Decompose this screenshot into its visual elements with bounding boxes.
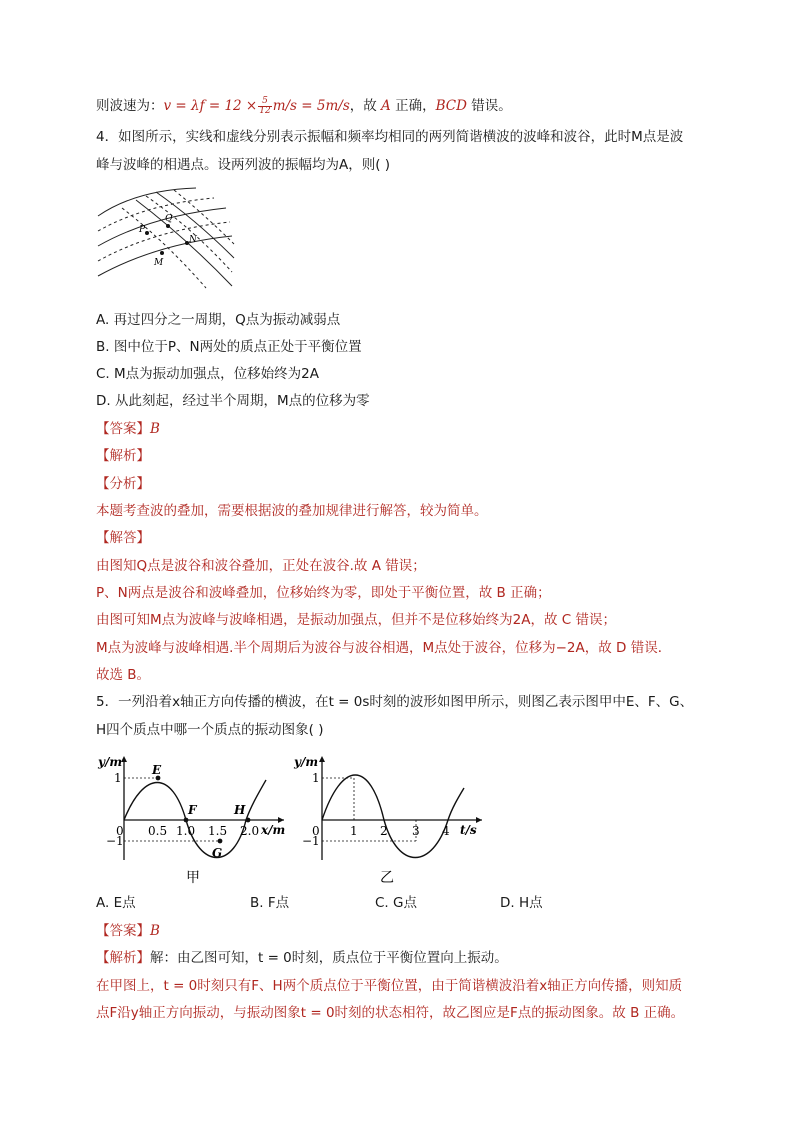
- trough-line-2: [98, 222, 230, 261]
- jia-caption: 甲: [186, 870, 200, 886]
- jia-label-h: H: [234, 803, 246, 817]
- q4-jieda-1: 由图知Q点是波谷和波谷叠加，正处在波谷.故 A 错误；: [96, 558, 426, 574]
- q4-fenxi-text: 本题考查波的叠加，需要根据波的叠加规律进行解答，较为简单。: [96, 503, 488, 519]
- q5-answer-label: 【答案】: [96, 923, 150, 939]
- q4-jieda-5: 故选 B。: [96, 667, 151, 683]
- q4-jieda-label: 【解答】: [96, 530, 150, 546]
- point-p: [145, 231, 149, 235]
- fraction-numerator: 5: [258, 97, 271, 107]
- q5-option-c: C. G点: [375, 895, 417, 911]
- q4-answer: [96, 419, 160, 439]
- q4-jieda-4: M点为波峰与波峰相遇.半个周期后为波谷与波谷相遇，M点处于波谷，位移为−2A，故 D 错误．: [96, 640, 672, 656]
- point-m: [160, 251, 164, 255]
- q4-jieda-2: P、N两点是波谷和波峰叠加，位移始终为零，即处于平衡位置，故 B 正确；: [96, 585, 551, 601]
- q5-analysis-label: 【解析】: [96, 950, 150, 966]
- jia-ytick-neg1: −1: [106, 834, 124, 848]
- yi-ytick-neg1: −1: [302, 834, 320, 848]
- q4-option-a: A. 再过四分之一周期，Q点为振动减弱点: [96, 312, 341, 328]
- q5-analysis-line-3: 点F沿y轴正方向振动，与振动图象t = 0时刻的状态相符，故乙图应是F点的振动图象。故 B 正确。: [96, 1005, 685, 1021]
- yi-vibration-curve: [322, 775, 464, 858]
- yi-ytick-0: 0: [312, 824, 320, 838]
- label-q: Q: [165, 214, 173, 224]
- q4-wave-figure: [96, 186, 236, 290]
- jia-point-h: [246, 818, 251, 823]
- prev-answer-options-bcd: BCD: [435, 98, 467, 114]
- prev-answer-option-a: A: [381, 98, 391, 114]
- crest-line-2: [98, 208, 226, 246]
- formula-part-b: m/s = 5m/s: [272, 98, 350, 114]
- jia-xtick-1-0: 1.0: [176, 824, 196, 838]
- jia-label-e: E: [152, 763, 162, 777]
- jia-ytick-1: 1: [114, 771, 122, 785]
- answer-value: B: [150, 421, 160, 437]
- jia-ylabel: y/m: [98, 755, 123, 769]
- formula-part-a: v = λf = 12 ×: [163, 98, 258, 114]
- fraction: [258, 97, 271, 116]
- label-m: M: [154, 258, 164, 268]
- q4-option-d: D. 从此刻起，经过半个周期，M点的位移为零: [96, 393, 370, 409]
- q5-analysis-line-2: 在甲图上，t = 0时刻只有F、H两个质点位于平衡位置，由于简谐横波沿着x轴正方向传播，则知质: [96, 978, 683, 994]
- q5-figure-jia: [96, 750, 296, 888]
- answer-label: 【答案】: [96, 421, 150, 437]
- yi-xlabel: t/s: [460, 823, 477, 837]
- crest-line-3: [98, 236, 232, 276]
- prev-answer-tail-a: ，故: [349, 98, 382, 114]
- q5-option-d: D. H点: [500, 895, 543, 911]
- jia-ytick-0: 0: [116, 824, 124, 838]
- q5-answer: [96, 921, 160, 941]
- jia-label-f: F: [188, 803, 197, 817]
- q4-option-b: B. 图中位于P、N两处的质点正处于平衡位置: [96, 339, 362, 355]
- q4-jieda-3: 由图可知M点为波峰与波峰相遇，是振动加强点，但并不是位移始终为2A，故 C 错误；: [96, 612, 616, 628]
- crest-line-1: [98, 188, 196, 216]
- prev-answer-lead: 则波速为：: [96, 98, 164, 114]
- q5-analysis-text-1: 解：由乙图可知，t = 0时刻，质点位于平衡位置向上振动。: [150, 950, 508, 966]
- yi-xtick-3: 3: [412, 824, 420, 838]
- q5-option-a: A. E点: [96, 895, 136, 911]
- yi-ytick-1: 1: [312, 771, 320, 785]
- fraction-denominator: 12: [259, 105, 271, 116]
- yi-xtick-4: 4: [442, 824, 450, 838]
- prev-answer-tail-c: 正确，: [390, 98, 436, 114]
- jia-xtick-0-5: 0.5: [148, 824, 168, 838]
- jia-point-f: [184, 818, 189, 823]
- yi-xtick-2: 2: [380, 824, 388, 838]
- jia-xlabel: x/m: [261, 823, 286, 837]
- q4-analysis-label: 【解析】: [96, 448, 150, 464]
- q5-stem-line-1: 5．一列沿着x轴正方向传播的横波，在t = 0s时刻的波形如图甲所示，则图乙表示图甲中E、F、G、: [96, 694, 694, 710]
- yi-x-arrow: [476, 817, 482, 823]
- jia-point-g: [218, 839, 223, 844]
- jia-xtick-1-5: 1.5: [208, 824, 228, 838]
- q4-fenxi-label: 【分析】: [96, 476, 150, 492]
- prev-answer-line: [96, 96, 512, 116]
- yi-y-arrow: [319, 756, 325, 762]
- label-n: N: [189, 235, 197, 245]
- q5-answer-value: B: [150, 923, 160, 939]
- q5-analysis-line-1: [96, 948, 508, 968]
- point-q: [166, 224, 170, 228]
- label-p: P: [139, 225, 146, 235]
- yi-caption: 乙: [380, 870, 394, 886]
- q5-option-b: B. F点: [250, 895, 290, 911]
- jia-label-g: G: [212, 846, 223, 860]
- prev-answer-tail-e: 错误。: [466, 98, 512, 114]
- q4-option-c: C. M点为振动加强点，位移始终为2A: [96, 366, 319, 382]
- yi-ylabel: y/m: [294, 755, 319, 769]
- jia-wave-curve: [124, 780, 266, 858]
- q4-stem-line-2: 峰与波峰的相遇点。设两列波的振幅均为A，则( ): [96, 157, 391, 173]
- yi-xtick-1: 1: [350, 824, 358, 838]
- q5-figure-yi: [292, 750, 492, 888]
- q5-stem-line-2: H四个质点中哪一个质点的振动图象( ): [96, 722, 324, 738]
- jia-xtick-2-0: 2.0: [240, 824, 260, 838]
- trough-line-3: [174, 190, 234, 244]
- q4-stem-line-1: 4．如图所示，实线和虚线分别表示振幅和频率均相同的两列简谐横波的波峰和波谷，此时M点是波: [96, 129, 684, 145]
